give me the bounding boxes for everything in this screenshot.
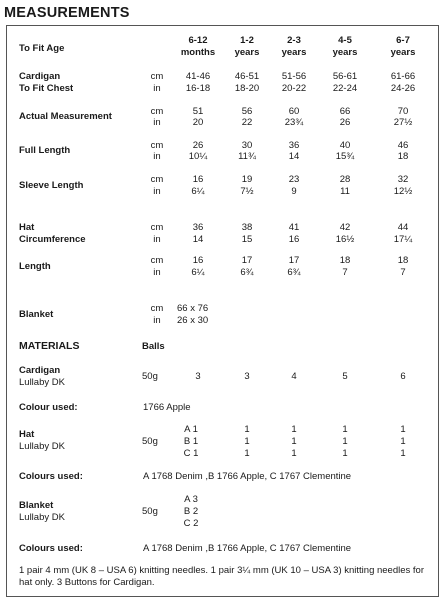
- hat-weight: 50g: [142, 436, 158, 447]
- cell-cm: 18: [397, 255, 409, 266]
- cell-in: 16-18: [185, 83, 211, 94]
- blanket-yarn: Lullaby DK: [19, 512, 65, 523]
- cell-in: 16½: [335, 234, 355, 245]
- cell-in: 12½: [393, 186, 413, 197]
- cell-cm: 60: [288, 106, 300, 117]
- to-fit-age-label: To Fit Age: [19, 43, 65, 54]
- unit-cm: cm: [150, 106, 164, 117]
- colours-used-value: A 1768 Denim ,B 1766 Apple, C 1767 Clementine: [143, 471, 352, 482]
- needles-note: 1 pair 4 mm (UK 8 – USA 6) knitting needles. 1 pair 3¼ mm (UK 10 – USA 3) knitting needles for hat only. 3 Buttons for Cardigan.: [19, 565, 424, 588]
- cell-in: 20: [192, 117, 204, 128]
- cell-in: 6¾: [287, 267, 301, 278]
- cell-cm: 70: [397, 106, 409, 117]
- cell-in: 14: [192, 234, 204, 245]
- unit-cm: cm: [150, 174, 164, 185]
- cell-in: 11: [340, 186, 350, 197]
- unit-in: in: [153, 315, 161, 326]
- hat-balls: 1: [400, 448, 406, 459]
- unit-in: in: [153, 151, 161, 162]
- row-label-4: Hat: [19, 222, 35, 233]
- size-unit-4: years: [390, 47, 416, 58]
- cell-cm: 46-51: [234, 71, 260, 82]
- size-range-4: 6-7: [396, 35, 410, 46]
- cardigan-balls: 4: [291, 371, 297, 382]
- cell-in: 26: [339, 117, 351, 128]
- cell-cm: 41-46: [185, 71, 211, 82]
- hat-colour-code: C 1: [183, 448, 199, 459]
- size-range-2: 2-3: [287, 35, 301, 46]
- page-title: MEASUREMENTS: [4, 5, 130, 21]
- cell-cm: 17: [241, 255, 253, 266]
- hat-balls: 1: [400, 424, 406, 435]
- balls-label: Balls: [142, 341, 165, 352]
- blanket-size-in: 26 x 30: [177, 315, 209, 326]
- cardigan-balls: 6: [400, 371, 406, 382]
- cardigan-name: Cardigan: [19, 365, 61, 376]
- blanket-colour-code: A 3: [184, 494, 198, 505]
- cell-in: 23¾: [284, 117, 304, 128]
- size-range-1: 1-2: [240, 35, 254, 46]
- unit-cm: cm: [150, 222, 164, 233]
- blanket-colour-code: B 2: [183, 506, 199, 517]
- hat-colour-code: B 1: [183, 436, 199, 447]
- cell-in: 6¼: [191, 186, 205, 197]
- row-label-3: Sleeve Length: [19, 180, 84, 191]
- cell-cm: 42: [339, 222, 351, 233]
- cell-in: 7½: [240, 186, 254, 197]
- cell-cm: 36: [192, 222, 204, 233]
- colour-used-value: 1766 Apple: [143, 402, 191, 413]
- hat-balls: 1: [342, 448, 348, 459]
- unit-in: in: [153, 117, 161, 128]
- cell-cm: 16: [192, 255, 204, 266]
- colours-used-value-2: A 1768 Denim ,B 1766 Apple, C 1767 Clementine: [143, 543, 352, 554]
- unit-cm: cm: [150, 303, 164, 314]
- cell-cm: 17: [288, 255, 300, 266]
- cell-cm: 66: [339, 106, 351, 117]
- cell-in: 15¾: [335, 151, 355, 162]
- cell-cm: 16: [192, 174, 204, 185]
- hat-balls: 1: [291, 436, 297, 447]
- materials-heading: MATERIALS: [19, 340, 80, 352]
- cell-cm: 61-66: [390, 71, 416, 82]
- row-sublabel-0: To Fit Chest: [19, 83, 74, 94]
- hat-balls: 1: [244, 424, 250, 435]
- row-label-2: Full Length: [19, 145, 71, 156]
- cell-in: 22: [241, 117, 253, 128]
- cardigan-balls: 3: [244, 371, 250, 382]
- blanket-name: Blanket: [19, 500, 54, 511]
- cell-in: 22-24: [332, 83, 358, 94]
- size-unit-2: years: [281, 47, 307, 58]
- unit-cm: cm: [150, 255, 164, 266]
- cell-cm: 19: [241, 174, 253, 185]
- row-label-1: Actual Measurement: [19, 111, 112, 122]
- hat-balls: 1: [291, 448, 297, 459]
- cell-in: 20-22: [281, 83, 307, 94]
- size-unit-3: years: [332, 47, 358, 58]
- unit-cm: cm: [150, 140, 164, 151]
- cardigan-balls: 5: [342, 371, 348, 382]
- cell-in: 24-26: [390, 83, 416, 94]
- cell-cm: 30: [241, 140, 253, 151]
- hat-balls: 1: [244, 448, 250, 459]
- cell-in: 11¾: [238, 151, 256, 162]
- row-label-0: Cardigan: [19, 71, 61, 82]
- hat-balls: 1: [244, 436, 250, 447]
- cell-in: 6¼: [191, 267, 205, 278]
- colours-used-label: Colours used:: [19, 471, 83, 482]
- cell-cm: 51: [192, 106, 204, 117]
- colours-used-label-2: Colours used:: [19, 543, 83, 554]
- unit-in: in: [153, 83, 161, 94]
- cell-in: 27½: [393, 117, 413, 128]
- row-label-5: Length: [19, 261, 51, 272]
- hat-balls: 1: [342, 424, 348, 435]
- unit-in: in: [153, 234, 161, 245]
- blanket-measure-label: Blanket: [19, 309, 54, 320]
- cell-cm: 26: [192, 140, 204, 151]
- hat-balls: 1: [291, 424, 297, 435]
- cardigan-weight: 50g: [142, 371, 158, 382]
- size-range-0: 6-12: [188, 35, 208, 46]
- cell-cm: 36: [288, 140, 300, 151]
- cell-in: 16: [288, 234, 300, 245]
- blanket-size-cm: 66 x 76: [177, 303, 209, 314]
- cell-cm: 56: [241, 106, 253, 117]
- cell-in: 18: [397, 151, 409, 162]
- hat-name: Hat: [19, 429, 35, 440]
- row-sublabel-4: Circumference: [19, 234, 86, 245]
- unit-cm: cm: [150, 71, 164, 82]
- cell-cm: 46: [397, 140, 409, 151]
- blanket-colour-code: C 2: [183, 518, 199, 529]
- hat-yarn: Lullaby DK: [19, 441, 65, 452]
- cell-cm: 40: [339, 140, 351, 151]
- size-unit-1: years: [234, 47, 260, 58]
- cell-cm: 38: [241, 222, 253, 233]
- cell-in: 15: [241, 234, 253, 245]
- cell-cm: 23: [288, 174, 300, 185]
- cardigan-balls: 3: [195, 371, 201, 382]
- unit-in: in: [153, 267, 161, 278]
- cell-in: 9: [291, 186, 297, 197]
- blanket-weight: 50g: [142, 506, 158, 517]
- hat-balls: 1: [400, 436, 406, 447]
- cell-cm: 41: [288, 222, 300, 233]
- cell-in: 17¼: [393, 234, 413, 245]
- cell-in: 18-20: [234, 83, 260, 94]
- cell-in: 7: [400, 267, 406, 278]
- unit-in: in: [153, 186, 161, 197]
- cell-cm: 44: [397, 222, 409, 233]
- hat-balls: 1: [342, 436, 348, 447]
- cell-cm: 18: [339, 255, 351, 266]
- cell-in: 14: [288, 151, 300, 162]
- hat-colour-code: A 1: [184, 424, 198, 435]
- cell-in: 7: [342, 267, 348, 278]
- size-unit-0: months: [180, 47, 216, 58]
- cell-in: 10¼: [188, 151, 208, 162]
- size-range-3: 4-5: [338, 35, 352, 46]
- cell-cm: 32: [397, 174, 409, 185]
- cell-cm: 28: [339, 174, 351, 185]
- cell-cm: 56-61: [332, 71, 358, 82]
- cardigan-yarn: Lullaby DK: [19, 377, 65, 388]
- cell-in: 6¾: [240, 267, 254, 278]
- colour-used-label: Colour used:: [19, 402, 78, 413]
- cell-cm: 51-56: [281, 71, 307, 82]
